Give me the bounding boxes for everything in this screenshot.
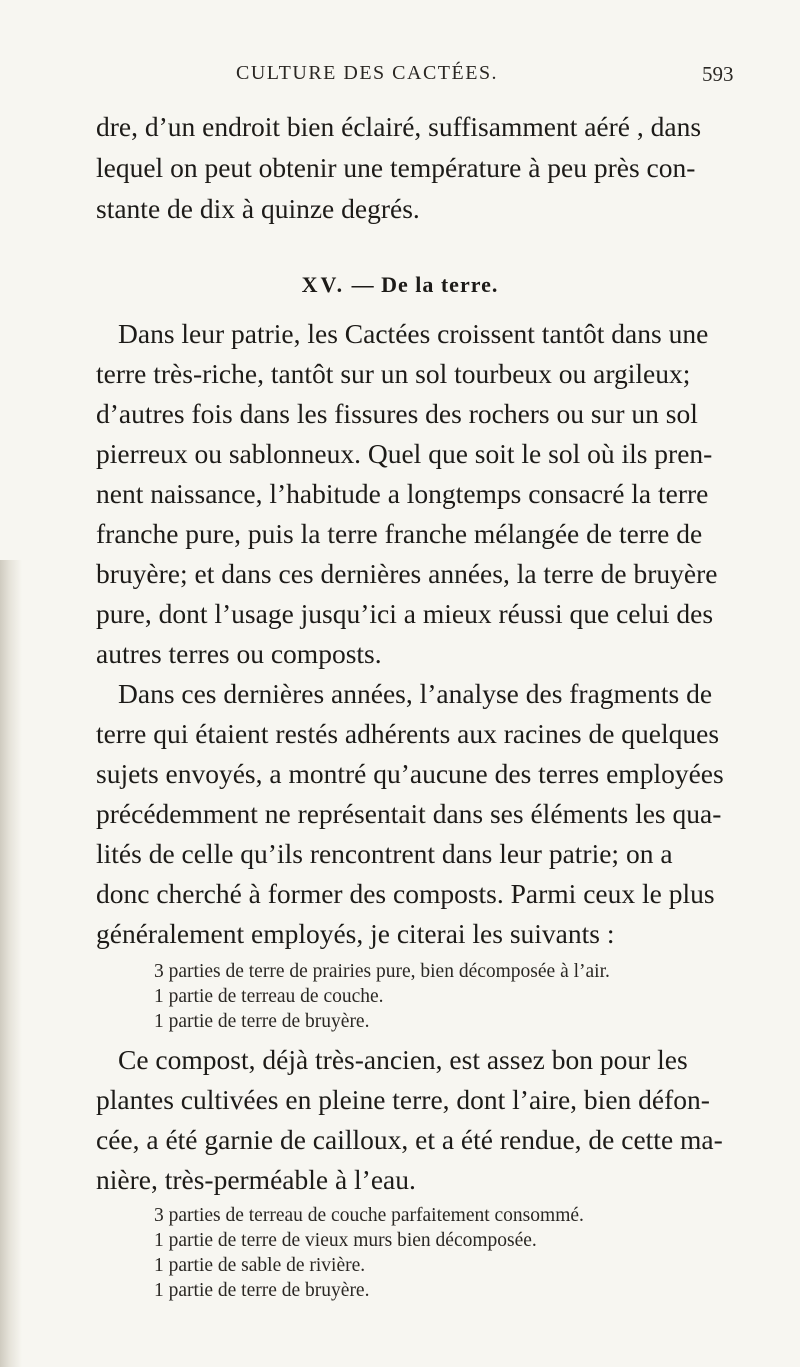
recipe-line: 3 parties de terreau de couche parfaitement consommé.: [154, 1205, 584, 1226]
text-line: terre qui étaient restés adhérents aux racines de quelques: [96, 718, 720, 749]
section-number: XV.: [301, 272, 346, 297]
text-line: généralement employés, je citerai les suivants :: [96, 918, 615, 949]
text-line: donc cherché à former des composts. Parmi ceux le plus: [96, 878, 715, 909]
recipe-line: 1 partie de terre de vieux murs bien décomposée.: [154, 1230, 537, 1251]
text-line: pierreux ou sablonneux. Quel que soit le sol où ils pren-: [96, 438, 713, 469]
text-line: Ce compost, déjà très-ancien, est assez bon pour les: [118, 1044, 688, 1075]
recipe-line: 3 parties de terre de prairies pure, bien décomposée à l’air.: [154, 961, 610, 982]
section-heading: [0, 272, 800, 298]
running-title: CULTURE DES CACTÉES.: [236, 62, 499, 84]
text-line: pure, dont l’usage jusqu’ici a mieux réussi que celui des: [96, 598, 714, 629]
text-line: franche pure, puis la terre franche mélangée de terre de: [96, 518, 703, 549]
page-gutter-shadow: [0, 560, 22, 1367]
text-line: cée, a été garnie de cailloux, et a été rendue, de cette ma-: [96, 1124, 723, 1155]
text-line: lequel on peut obtenir une température à peu près con-: [96, 152, 696, 183]
recipe-line: 1 partie de sable de rivière.: [154, 1255, 366, 1276]
recipe-line: 1 partie de terre de bruyère.: [154, 1011, 370, 1032]
text-line: sujets envoyés, a montré qu’aucune des terres employées: [96, 758, 724, 789]
text-line: terre très-riche, tantôt sur un sol tourbeux ou argileux;: [96, 358, 691, 389]
text-line: nent naissance, l’habitude a longtemps consacré la terre: [96, 478, 709, 509]
recipe-line: 1 partie de terre de bruyère.: [154, 1280, 370, 1301]
text-line: nière, très-perméable à l’eau.: [96, 1164, 416, 1195]
section-title: De la terre.: [381, 272, 499, 297]
running-head: [0, 62, 800, 92]
text-line: bruyère; et dans ces dernières années, la terre de bruyère: [96, 558, 718, 589]
recipe-line: 1 partie de terreau de couche.: [154, 986, 384, 1007]
text-line: autres terres ou composts.: [96, 638, 382, 669]
page-number: 593: [702, 62, 734, 86]
text-line: Dans leur patrie, les Cactées croissent tantôt dans une: [118, 318, 709, 349]
text-line: stante de dix à quinze degrés.: [96, 193, 420, 224]
text-line: dre, d’un endroit bien éclairé, suffisamment aéré , dans: [96, 111, 702, 142]
text-line: lités de celle qu’ils rencontrent dans leur patrie; on a: [96, 838, 673, 869]
text-line: précédemment ne représentait dans ses éléments les qua-: [96, 798, 722, 829]
section-dash: —: [351, 272, 375, 297]
text-line: plantes cultivées en pleine terre, dont l’aire, bien défon-: [96, 1084, 710, 1115]
text-line: Dans ces dernières années, l’analyse des fragments de: [118, 678, 713, 709]
text-line: d’autres fois dans les fissures des rochers ou sur un sol: [96, 398, 698, 429]
